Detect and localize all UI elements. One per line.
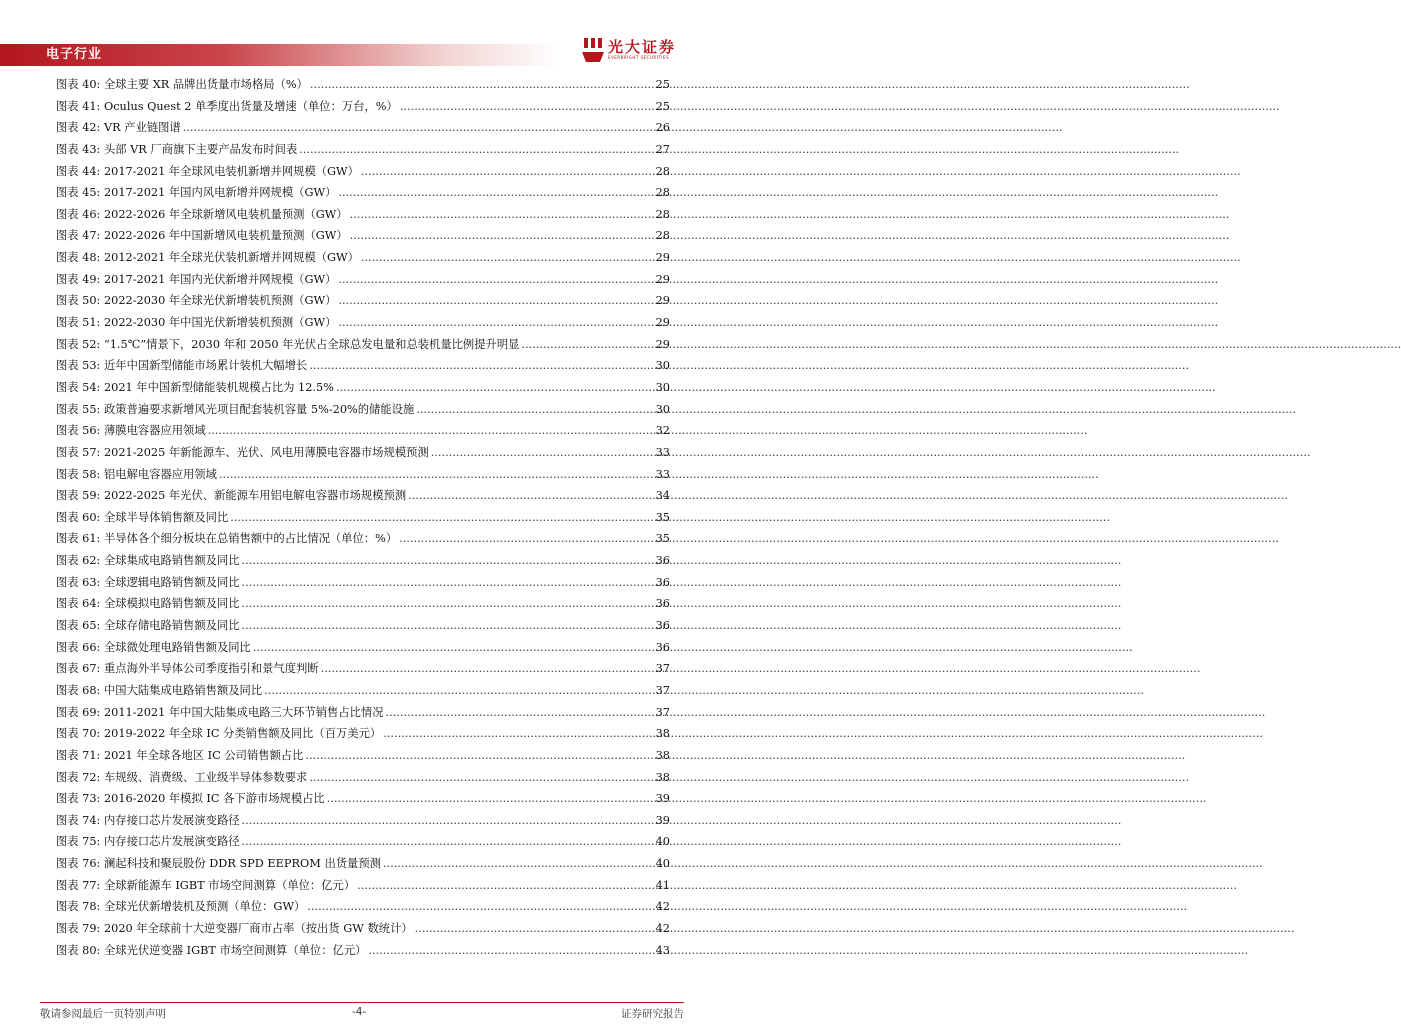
figure-title: 2016-2020 年模拟 IC 各下游市场规模占比 [103,792,325,806]
toc-entry[interactable] [56,702,670,724]
figure-title: Oculus Quest 2 单季度出货量及增速（单位：万台，%） [103,99,398,113]
leader-dots [386,702,650,724]
logo-text: 光大证券 [608,38,677,56]
toc-entry[interactable] [56,139,670,161]
figure-page-number: 27 [655,142,670,156]
figure-title: 全球模拟电路销售额及同比 [103,597,240,611]
toc-entry[interactable] [56,312,670,334]
figure-page-number: 29 [655,272,670,286]
figure-page-number: 29 [655,251,670,265]
figure-title: 2022-2026 年全球新增风电装机量预测（GW） [103,207,348,221]
figure-title: 薄膜电容器应用领域 [103,424,206,438]
figure-page-number: 25 [655,78,670,91]
figure-page-number: 39 [655,792,670,806]
figure-title: 2022-2026 年中国新增风电装机量预测（GW） [103,229,348,243]
toc-entry[interactable] [56,442,670,464]
toc-entry[interactable] [56,723,670,745]
toc-entry[interactable] [56,615,670,637]
figure-title: 全球存储电路销售额及同比 [103,619,240,633]
figure-label: 图表 53: [56,359,101,373]
figure-title: 半导体各个细分板块在总销售额中的占比情况（单位：%） [103,532,398,546]
toc-entry[interactable] [56,550,670,572]
toc-entry[interactable] [56,528,670,550]
toc-entry[interactable] [56,355,670,377]
figure-title: 内存接口芯片发展演变路径 [103,835,240,849]
figure-title: 2011-2021 年中国大陆集成电路三大环节销售占比情况 [103,705,384,719]
figure-label: 图表 76: [56,857,101,871]
figure-label: 图表 50: [56,294,101,308]
figure-title: 铝电解电容器应用领域 [103,467,217,481]
figure-label: 图表 65: [56,619,101,633]
leader-dots [338,182,650,204]
leader-dots [415,918,650,940]
figure-title: 重点海外半导体公司季度指引和景气度判断 [103,662,319,676]
figure-label: 图表 57: [56,445,101,459]
leader-dots [338,312,650,334]
toc-entry[interactable] [56,464,670,486]
figure-label: 图表 42: [56,121,101,135]
leader-dots [361,161,650,183]
figure-label: 图表 62: [56,554,101,568]
toc-entry[interactable] [56,593,670,615]
figure-page-number: 29 [655,337,670,351]
toc-entry[interactable] [56,940,670,962]
toc-entry[interactable] [56,918,670,940]
figure-page-number: 38 [655,748,670,762]
figure-title: 2012-2021 年全球光伏装机新增并网规模（GW） [103,251,359,265]
leader-dots [310,74,650,96]
figure-label: 图表 61: [56,532,101,546]
toc-entry[interactable] [56,896,670,918]
leader-dots [368,940,650,962]
figure-page-number: 32 [655,424,670,438]
toc-entry[interactable] [56,853,670,875]
figure-page-number: 41 [655,878,670,892]
toc-entry[interactable] [56,74,670,96]
leader-dots [336,377,650,399]
leader-dots [350,225,650,247]
company-logo [582,36,702,66]
toc-entry[interactable] [56,507,670,529]
footer-divider [40,1002,684,1003]
figure-title: 2022-2025 年光伏、新能源车用铝电解电容器市场规模预测 [103,489,407,503]
leader-dots [305,745,650,767]
page-number: -4- [352,1006,367,1018]
figure-title: 全球半导体销售额及同比 [103,510,229,524]
figure-page-number: 30 [655,359,670,373]
leader-dots [309,355,650,377]
figure-page-number: 28 [655,186,670,200]
leader-dots [183,117,650,139]
figure-label: 图表 55: [56,402,101,416]
figure-label: 图表 74: [56,813,101,827]
figure-label: 图表 77: [56,878,101,892]
figure-page-number: 34 [655,489,670,503]
toc-entry[interactable] [56,875,670,897]
figure-label: 图表 40: [56,78,101,91]
leader-dots [416,399,650,421]
figure-title: 2021 年中国新型储能装机规模占比为 12.5% [103,380,334,394]
toc-entry[interactable] [56,637,670,659]
leader-dots [400,96,650,118]
leader-dots [242,593,650,615]
figure-page-number: 37 [655,662,670,676]
leader-dots [383,723,650,745]
figure-title: 2021-2025 年新能源车、光伏、风电用薄膜电容器市场规模预测 [103,445,429,459]
toc-entry[interactable] [56,247,670,269]
figure-title: 2017-2021 年国内风电新增并网规模（GW） [103,186,337,200]
figure-page-number: 30 [655,380,670,394]
figure-label: 图表 48: [56,251,101,265]
figure-page-number: 37 [655,705,670,719]
figure-label: 图表 72: [56,770,101,784]
figure-page-number: 36 [655,554,670,568]
figure-label: 图表 80: [56,943,101,957]
toc-entry[interactable] [56,182,670,204]
figure-title: 2022-2030 年全球光伏新增装机预测（GW） [103,294,337,308]
figure-page-number: 29 [655,316,670,330]
footer-report-type: 证券研究报告 [621,1008,684,1020]
figure-label: 图表 71: [56,748,101,762]
toc-entry[interactable] [56,161,670,183]
leader-dots [242,831,650,853]
toc-entry[interactable] [56,810,670,832]
figure-title: 2017-2021 年全球风电装机新增并网规模（GW） [103,164,359,178]
figure-label: 图表 52: [56,337,101,351]
figure-label: 图表 47: [56,229,101,243]
leader-dots [219,464,650,486]
figure-label: 图表 60: [56,510,101,524]
figure-label: 图表 63: [56,575,101,589]
figure-page-number: 33 [655,445,670,459]
leader-dots [399,528,650,550]
figure-page-number: 36 [655,619,670,633]
figure-index-list [56,74,670,961]
leader-dots [253,637,650,659]
toc-entry[interactable] [56,269,670,291]
figure-label: 图表 45: [56,186,101,200]
toc-entry[interactable] [56,290,670,312]
section-title: 电子行业 [46,47,103,62]
figure-title: 全球光伏逆变器 IGBT 市场空间测算（单位：亿元） [103,943,367,957]
figure-page-number: 35 [655,510,670,524]
figure-page-number: 43 [655,943,670,957]
figure-label: 图表 73: [56,792,101,806]
figure-page-number: 39 [655,813,670,827]
toc-entry[interactable] [56,399,670,421]
figure-page-number: 25 [655,99,670,113]
figure-title: 全球新能源车 IGBT 市场空间测算（单位：亿元） [103,878,356,892]
leader-dots [307,896,650,918]
footer-disclaimer: 敬请参阅最后一页特别声明 [40,1008,166,1020]
figure-page-number: 33 [655,467,670,481]
figure-label: 图表 79: [56,921,101,935]
figure-title: “1.5℃”情景下，2030 年和 2050 年光伏占全球总发电量和总装机量比例提升明显 [103,337,520,351]
figure-page-number: 36 [655,575,670,589]
figure-label: 图表 66: [56,640,101,654]
toc-entry[interactable] [56,745,670,767]
leader-dots [299,139,650,161]
figure-label: 图表 43: [56,142,101,156]
leader-dots [357,875,650,897]
toc-entry[interactable] [56,572,670,594]
leader-dots [361,247,650,269]
figure-page-number: 37 [655,683,670,697]
figure-page-number: 36 [655,597,670,611]
toc-entry[interactable] [56,831,670,853]
leader-dots [521,334,650,356]
page-footer [0,990,724,1024]
figure-page-number: 30 [655,402,670,416]
figure-title: 头部 VR 厂商旗下主要产品发布时间表 [103,142,298,156]
figure-label: 图表 67: [56,662,101,676]
leader-dots [242,572,650,594]
figure-title: 全球逻辑电路销售额及同比 [103,575,240,589]
leader-dots [327,788,650,810]
figure-label: 图表 51: [56,316,101,330]
figure-title: 近年中国新型储能市场累计装机大幅增长 [103,359,308,373]
figure-label: 图表 69: [56,705,101,719]
figure-title: 2017-2021 年国内光伏新增并网规模（GW） [103,272,337,286]
toc-entry[interactable] [56,420,670,442]
toc-entry[interactable] [56,96,670,118]
figure-title: VR 产业链图谱 [103,121,181,135]
figure-title: 2019-2022 年全球 IC 分类销售额及同比（百万美元） [103,727,382,741]
toc-entry[interactable] [56,680,670,702]
figure-label: 图表 46: [56,207,101,221]
leader-dots [431,442,650,464]
figure-title: 全球主要 XR 品牌出货量市场格局（%） [103,78,308,91]
figure-page-number: 40 [655,857,670,871]
figure-page-number: 42 [655,921,670,935]
logo-subtext: EVERBRIGHT SECURITIES [608,55,670,60]
figure-page-number: 35 [655,532,670,546]
figure-title: 2022-2030 年中国光伏新增装机预测（GW） [103,316,337,330]
leader-dots [350,204,650,226]
toc-entry[interactable] [56,204,670,226]
figure-label: 图表 44: [56,164,101,178]
figure-page-number: 28 [655,229,670,243]
figure-title: 政策普遍要求新增风光项目配套装机容量 5%-20%的储能设施 [103,402,415,416]
logo-mark-icon [582,38,604,62]
figure-title: 澜起科技和聚辰股份 DDR SPD EEPROM 出货量预测 [103,857,381,871]
figure-title: 全球光伏新增装机及预测（单位：GW） [103,900,306,914]
figure-title: 中国大陆集成电路销售额及同比 [103,683,263,697]
figure-label: 图表 41: [56,99,101,113]
figure-label: 图表 64: [56,597,101,611]
figure-label: 图表 68: [56,683,101,697]
toc-entry[interactable] [56,485,670,507]
figure-label: 图表 54: [56,380,101,394]
figure-label: 图表 56: [56,424,101,438]
figure-page-number: 29 [655,294,670,308]
figure-label: 图表 58: [56,467,101,481]
figure-title: 2021 年全球各地区 IC 公司销售额占比 [103,748,304,762]
figure-title: 车规级、消费级、工业级半导体参数要求 [103,770,308,784]
toc-entry[interactable] [56,788,670,810]
figure-page-number: 38 [655,770,670,784]
leader-dots [264,680,650,702]
figure-title: 全球集成电路销售额及同比 [103,554,240,568]
figure-title: 2020 年全球前十大逆变器厂商市占率（按出货 GW 数统计） [103,921,413,935]
figure-page-number: 28 [655,164,670,178]
leader-dots [338,269,650,291]
leader-dots [383,853,650,875]
leader-dots [338,290,650,312]
figure-title: 全球微处理电路销售额及同比 [103,640,251,654]
toc-entry[interactable] [56,117,670,139]
figure-title: 内存接口芯片发展演变路径 [103,813,240,827]
leader-dots [408,485,650,507]
leader-dots [321,658,650,680]
figure-page-number: 28 [655,207,670,221]
figure-label: 图表 59: [56,489,101,503]
leader-dots [242,550,650,572]
leader-dots [242,810,650,832]
figure-page-number: 26 [655,121,670,135]
toc-entry[interactable] [56,658,670,680]
toc-entry[interactable] [56,225,670,247]
figure-page-number: 42 [655,900,670,914]
toc-entry[interactable] [56,334,670,356]
leader-dots [230,507,650,529]
figure-label: 图表 75: [56,835,101,849]
page-header [0,0,724,64]
figure-label: 图表 78: [56,900,101,914]
figure-label: 图表 49: [56,272,101,286]
figure-page-number: 36 [655,640,670,654]
figure-page-number: 38 [655,727,670,741]
toc-entry[interactable] [56,767,670,789]
figure-label: 图表 70: [56,727,101,741]
figure-page-number: 40 [655,835,670,849]
leader-dots [208,420,650,442]
leader-dots [242,615,650,637]
toc-entry[interactable] [56,377,670,399]
leader-dots [309,767,650,789]
